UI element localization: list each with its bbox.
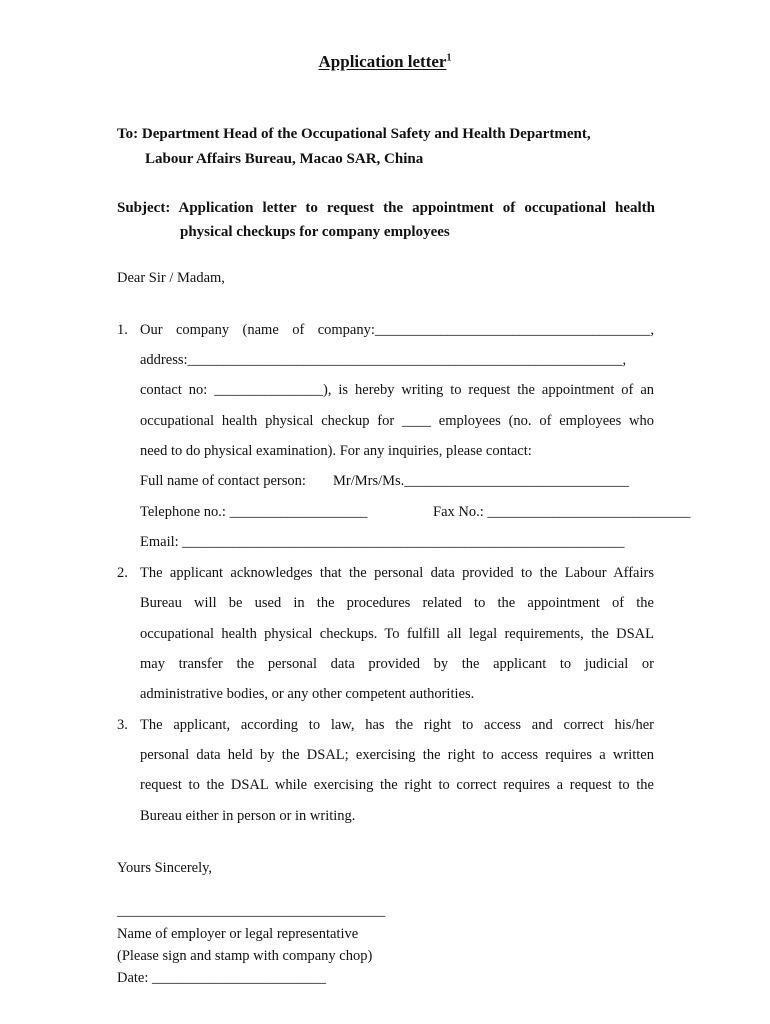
item-2-line-4: may transfer the personal data provided by the applicant to judicial or	[140, 656, 654, 672]
item-1-line-4: occupational health physical checkup for ____ employees (no. of employees who	[140, 413, 654, 429]
date-field[interactable]: Date: ________________________	[117, 970, 327, 986]
sign-stamp-note: (Please sign and stamp with company chop)	[117, 948, 373, 964]
item-2-line-3: occupational health physical checkups. To fulfill all legal requirements, the DSAL	[140, 626, 654, 642]
item-2-line-2: Bureau will be used in the procedures related to the appointment of the	[140, 595, 654, 611]
item-3-line-3: request to the DSAL while exercising the right to correct requires a request to the	[140, 777, 654, 793]
email-field[interactable]: Email: _____________________________________________________________	[140, 534, 625, 550]
item-3-number: 3.	[117, 717, 128, 733]
item-3-line-4: Bureau either in person or in writing.	[140, 808, 356, 824]
item-3-line-2: personal data held by the DSAL; exercising the right to access requires a written	[140, 747, 654, 763]
item-3-line-1: The applicant, according to law, has the right to access and correct his/her	[140, 717, 654, 733]
salutation: Dear Sir / Madam,	[117, 270, 225, 286]
item-1-number: 1.	[117, 322, 128, 338]
item-2-line-5: administrative bodies, or any other competent authorities.	[140, 686, 475, 702]
recipient-line-1: To: Department Head of the Occupational Safety and Health Department,	[117, 126, 591, 142]
fax-field[interactable]: Fax No.: ____________________________	[433, 504, 691, 520]
closing: Yours Sincerely,	[117, 860, 213, 876]
subject-line-2: physical checkups for company employees	[180, 224, 450, 240]
subject-line-1: Subject: Application letter to request the appointment of occupational health	[117, 200, 655, 216]
recipient-line-2: Labour Affairs Bureau, Macao SAR, China	[145, 151, 424, 167]
item-1-line-2: address:____________________________________________________________,	[140, 352, 627, 368]
title-text: Application letter	[318, 52, 447, 71]
page-title	[0, 52, 770, 72]
item-1-line-3: contact no: _______________), is hereby writing to request the appointment of an	[140, 382, 654, 398]
item-2-line-1: The applicant acknowledges that the personal data provided to the Labour Affairs	[140, 565, 654, 581]
item-1-line-1: Our company (name of company:______________________________________,	[140, 322, 654, 338]
item-1-line-5: need to do physical examination). For any inquiries, please contact:	[140, 443, 532, 459]
contact-person-label: Full name of contact person:	[140, 473, 306, 489]
item-2-number: 2.	[117, 565, 128, 581]
signature-line[interactable]: _____________________________________	[117, 903, 386, 919]
contact-person-field[interactable]: Mr/Mrs/Ms._______________________________	[333, 473, 630, 489]
footnote-mark: 1	[446, 52, 452, 64]
telephone-field[interactable]: Telephone no.: ___________________	[140, 504, 368, 520]
signer-name-label: Name of employer or legal representative	[117, 926, 359, 942]
